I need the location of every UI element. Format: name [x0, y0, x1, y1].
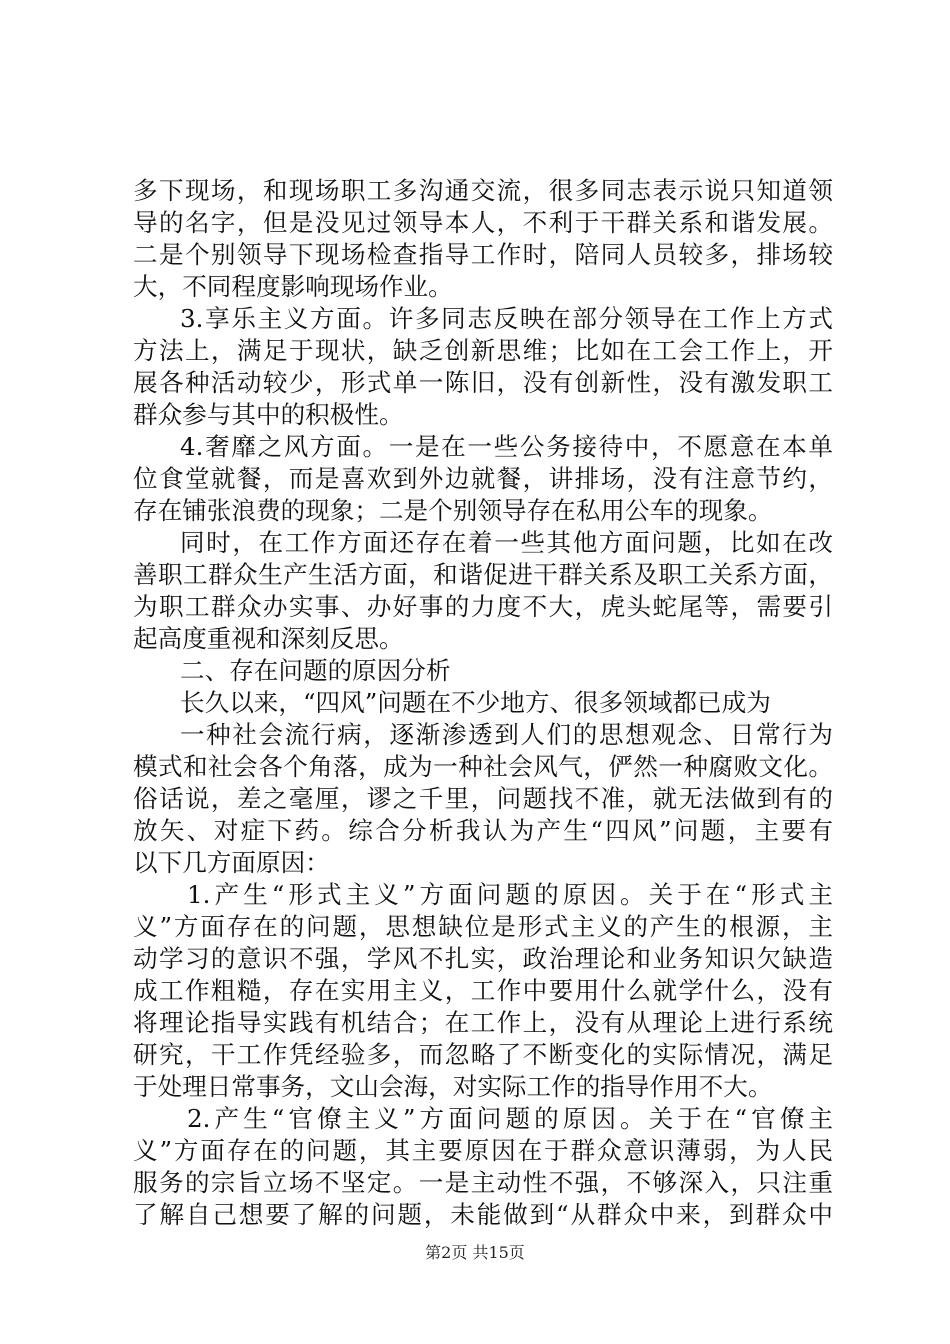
paragraph-line: 1.产生“形式主义”方面问题的原因。关于在“形式主: [187, 880, 833, 909]
paragraph-line: 将理论指导实践有机结合；在工作上，没有从理论上进行系统: [133, 1008, 833, 1037]
paragraph-line: 多下现场，和现场职工多沟通交流，很多同志表示说只知道领: [133, 176, 833, 205]
paragraph-line: 大，不同程度影响现场作业。: [133, 272, 453, 301]
paragraph-line: 成工作粗糙，存在实用主义，工作中要用什么就学什么，没有: [133, 976, 833, 1005]
paragraph-line: 展各种活动较少，形式单一陈旧，没有创新性，没有激发职工: [133, 368, 833, 397]
paragraph-line: 为职工群众办实事、办好事的力度不大，虎头蛇尾等，需要引: [133, 592, 833, 621]
section-heading: 二、存在问题的原因分析: [180, 656, 451, 685]
paragraph-line: 放矢、对症下药。综合分析我认为产生“四风”问题，主要有: [133, 816, 833, 845]
paragraph-line: 存在铺张浪费的现象；二是个别领导存在私用公车的现象。: [133, 496, 773, 525]
paragraph-line: 群众参与其中的积极性。: [133, 400, 404, 429]
paragraph-line: 义”方面存在的问题，其主要原因在于群众意识薄弱，为人民: [133, 1136, 833, 1165]
paragraph-line: 以下几方面原因：: [133, 848, 330, 877]
paragraph-line: 善职工群众生产生活方面，和谐促进干群关系及职工关系方面，: [133, 560, 833, 589]
paragraph-line: 模式和社会各个角落，成为一种社会风气，俨然一种腐败文化。: [133, 752, 833, 781]
paragraph-line: 义”方面存在的问题，思想缺位是形式主义的产生的根源，主: [133, 912, 833, 941]
paragraph-line: 位食堂就餐，而是喜欢到外边就餐，讲排场，没有注意节约，: [133, 464, 833, 493]
paragraph-line: 4.奢靡之风方面。一是在一些公务接待中，不愿意在本单: [180, 432, 833, 461]
paragraph-line: 动学习的意识不强，学风不扎实，政治理论和业务知识欠缺造: [133, 944, 833, 973]
paragraph-line: 服务的宗旨立场不坚定。一是主动性不强，不够深入，只注重: [133, 1168, 833, 1197]
paragraph-line: 方法上，满足于现状，缺乏创新思维；比如在工会工作上，开: [133, 336, 833, 365]
paragraph-line: 导的名字，但是没见过领导本人，不利于干群关系和谐发展。: [133, 208, 833, 237]
paragraph-line: 2.产生“官僚主义”方面问题的原因。关于在“官僚主: [187, 1104, 833, 1133]
page-number-footer: 第2页 共15页: [425, 1243, 525, 1262]
paragraph-line: 俗话说，差之毫厘，谬之千里，问题找不准，就无法做到有的: [133, 784, 833, 813]
paragraph-line: 一种社会流行病，逐渐渗透到人们的思想观念、日常行为: [180, 720, 833, 749]
paragraph-line: 起高度重视和深刻反思。: [133, 624, 404, 653]
paragraph-line: 二是个别领导下现场检查指导工作时，陪同人员较多，排场较: [133, 240, 833, 269]
paragraph-line: 3.享乐主义方面。许多同志反映在部分领导在工作上方式: [180, 304, 833, 333]
paragraph-line: 同时，在工作方面还存在着一些其他方面问题，比如在改: [180, 528, 833, 557]
paragraph-line: 长久以来，“四风”问题在不少地方、很多领域都已成为: [180, 688, 771, 717]
paragraph-line: 了解自己想要了解的问题，未能做到“从群众中来，到群众中: [133, 1200, 833, 1229]
paragraph-line: 于处理日常事务，文山会海，对实际工作的指导作用不大。: [133, 1072, 773, 1101]
paragraph-line: 研究，干工作凭经验多，而忽略了不断变化的实际情况，满足: [133, 1040, 833, 1069]
